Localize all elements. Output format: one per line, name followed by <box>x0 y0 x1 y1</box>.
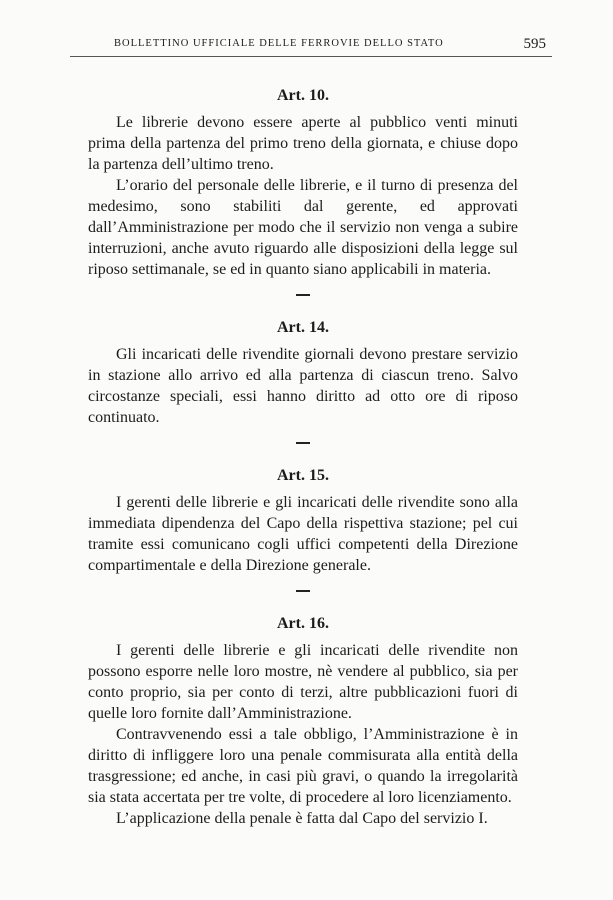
page-number: 595 <box>523 36 546 52</box>
page-header <box>70 36 552 57</box>
paragraph: L’applicazione della penale è fatta dal Capo del servizio I. <box>116 810 488 827</box>
paragraph: L’orario del personale delle librerie, e il turno di presenza del medesimo, sono stabiliti dal gerente, ed approvati dall’Amministrazione per modo che il servizio non venga a subire interruzioni, anche avuto riguardo alle disposizioni della legge sul riposo settimanale, se ed in quanto siano applicabili in materia. <box>88 177 518 278</box>
article-15 <box>88 460 518 576</box>
article-title: Art. 16. <box>277 615 329 632</box>
running-head: BOLLETTINO UFFICIALE DELLE FERROVIE DELLO STATO <box>114 38 444 49</box>
section-separator <box>296 294 310 296</box>
paragraph: I gerenti delle librerie e gli incaricati delle rivendite non possono esporre nelle loro mostre, nè vendere al pubblico, sia per conto proprio, sia per conto di terzi, altre pubblicazioni fuori di quelle loro fornite dall’Amministrazione. <box>88 642 518 722</box>
article-title: Art. 10. <box>277 87 329 104</box>
paragraph: Le librerie devono essere aperte al pubblico venti minuti prima della partenza del primo treno della giornata, e chiuse dopo la partenza dell’ultimo treno. <box>88 114 518 173</box>
article-title: Art. 14. <box>277 319 329 336</box>
paragraph: Contravvenendo essi a tale obbligo, l’Amministrazione è in diritto di infliggere loro una penale commisurata alla entità della trasgressione; ed anche, in casi più gravi, o quando la irregolarità sia stata accertata per tre volte, di procedere al loro licenziamento. <box>88 726 518 806</box>
article-16 <box>88 608 518 829</box>
section-separator <box>296 442 310 444</box>
section-separator <box>296 590 310 592</box>
article-10 <box>88 80 518 280</box>
article-14 <box>88 312 518 428</box>
page-body <box>88 80 518 829</box>
paragraph: I gerenti delle librerie e gli incaricati delle rivendite sono alla immediata dipendenza del Capo della rispettiva stazione; pel cui tramite essi comunicano cogli uffici competenti della Direzione compartimentale e della Direzione generale. <box>88 494 518 574</box>
paragraph: Gli incaricati delle rivendite giornali devono prestare servizio in stazione allo arrivo ed alla partenza di ciascun treno. Salvo circostanze speciali, essi hanno diritto ad otto ore di riposo continuato. <box>88 346 518 426</box>
article-title: Art. 15. <box>277 467 329 484</box>
